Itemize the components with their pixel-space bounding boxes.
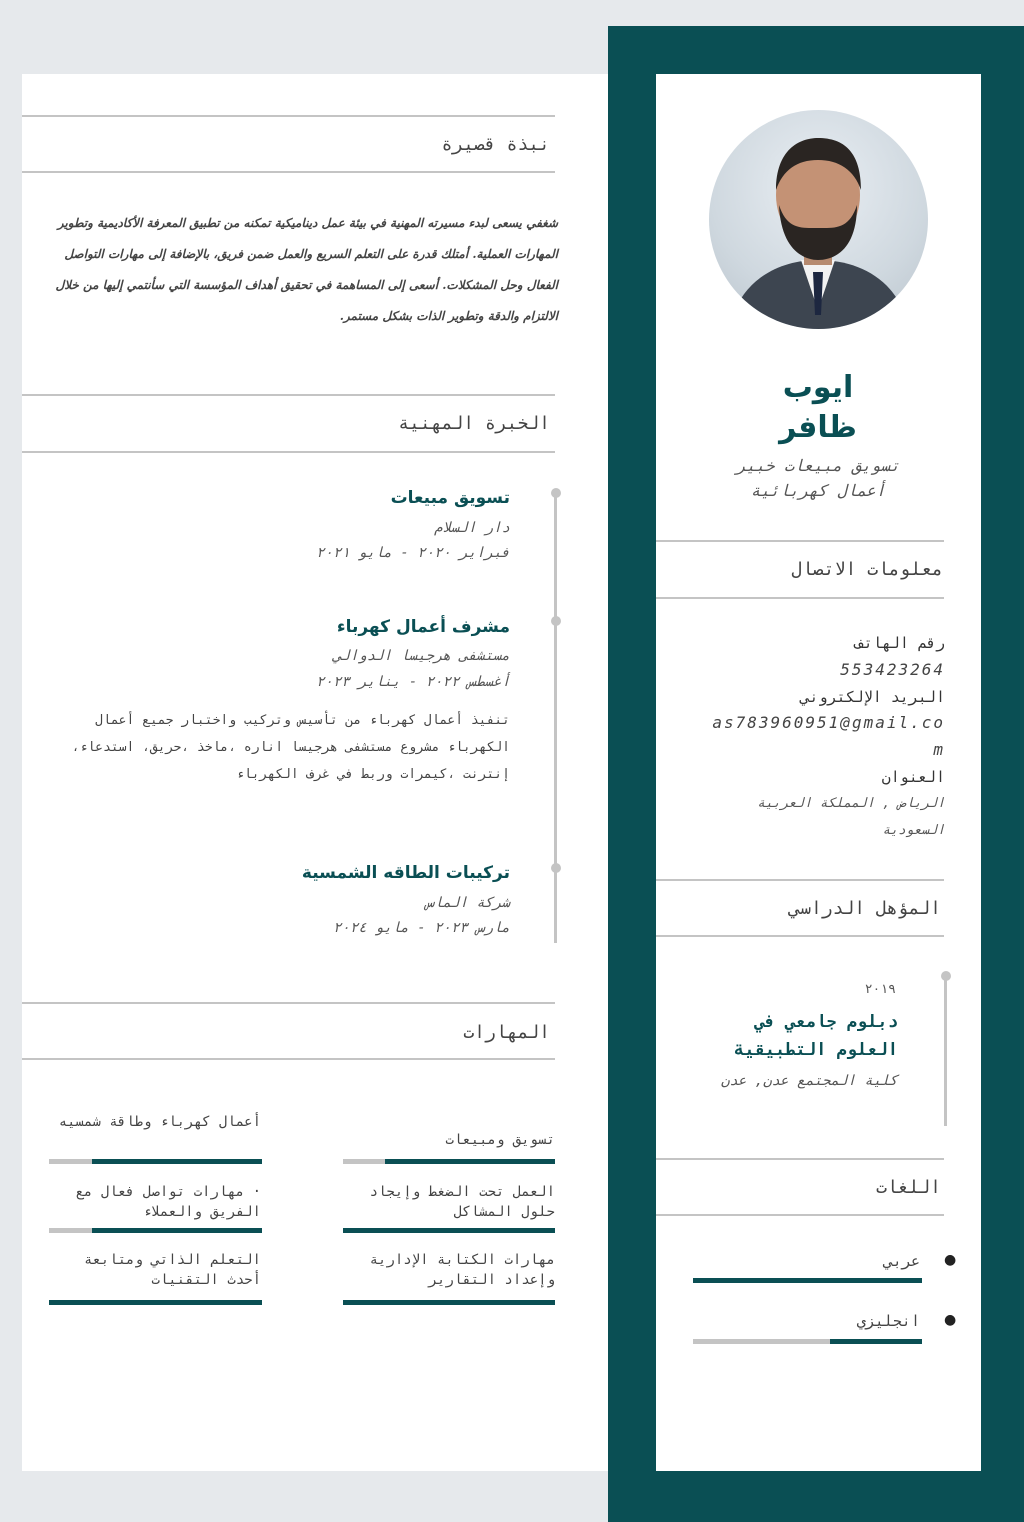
address-label: العنوان — [881, 768, 945, 786]
languages-rule-bottom — [656, 1214, 944, 1216]
profile-photo — [709, 110, 928, 329]
skill-label: أعمال كهرباء وطاقة شمسيه — [58, 1114, 261, 1130]
summary-rule-top — [22, 115, 555, 117]
contact-rule-top — [656, 540, 944, 542]
profile-job-line1: تسويق مبيعات خبير — [736, 456, 900, 475]
education-degree: دبلوم جامعي في العلوم التطبيقية — [734, 1012, 898, 1060]
skill-label: التعلم الذاتي ومتابعة أحدث التقنيات — [83, 1252, 261, 1288]
experience-section-title: الخبرة المهنية — [398, 413, 550, 434]
profile-last-name: ظافر — [779, 410, 857, 445]
contact-rule-bottom — [656, 597, 944, 599]
experience-dates: مارس ٢٠٢٣ - مايو ٢٠٢٤ — [332, 920, 510, 936]
skill-level-fill — [92, 1159, 262, 1164]
skill-label: · مهارات تواصل فعال مع الفريق والعملاء — [75, 1184, 261, 1220]
experience-description: تنفيذ أعمال كهرباء من تأسيس وتركيب واختبار جميع أعمال الكهرباء مشروع مستشفى هرجيسا اناره ،ماخذ ،حريق، استدعاء، إنترنت ،كيمرات وربط في غرف الكهرباء — [71, 713, 510, 782]
experience-timeline-dot — [551, 488, 561, 498]
phone-label: رقم الهاتف — [854, 634, 945, 652]
profile-first-name: ايوب — [782, 370, 854, 405]
skill-level-fill — [49, 1300, 262, 1305]
education-rule-bottom — [656, 935, 944, 937]
languages-section-title: اللغات — [875, 1177, 941, 1198]
education-timeline-dot — [941, 971, 951, 981]
language-level-bar — [693, 1339, 922, 1344]
experience-dates: فبراير ٢٠٢٠ - مايو ٢٠٢١ — [316, 545, 510, 561]
email-value-line2: m — [933, 740, 945, 759]
skill-label: العمل تحت الضغط وإيجاد حلول المشاكل — [369, 1184, 555, 1220]
experience-company: دار السلام — [434, 520, 510, 536]
email-label: البريد الإلكتروني — [800, 688, 945, 706]
skill-level-bar — [49, 1300, 262, 1305]
skill-level-bar — [343, 1228, 555, 1233]
skills-rule-top — [22, 1002, 555, 1004]
language-bullet-icon: ● — [944, 1312, 957, 1328]
experience-rule-top — [22, 394, 555, 396]
skill-level-bar — [49, 1159, 262, 1164]
experience-timeline-dot — [551, 616, 561, 626]
language-level-fill — [693, 1278, 922, 1283]
experience-timeline — [554, 493, 557, 943]
experience-title: مشرف أعمال كهرباء — [336, 617, 510, 637]
person-avatar-icon — [709, 110, 928, 329]
education-timeline — [944, 976, 947, 1126]
skill-level-bar — [343, 1300, 555, 1305]
summary-rule-bottom — [22, 171, 555, 173]
education-school: كلية المجتمع عدن, عدن — [720, 1073, 898, 1089]
skill-level-bar — [343, 1159, 555, 1164]
experience-rule-bottom — [22, 451, 555, 453]
skills-rule-bottom — [22, 1058, 555, 1060]
experience-company: شركة الماس — [425, 895, 510, 911]
profile-job-line2: أعمال كهربائية — [750, 481, 886, 500]
summary-section-title: نبذة قصيرة — [441, 134, 550, 155]
skill-label: مهارات الكتابة الإدارية وإعداد التقارير — [369, 1252, 555, 1288]
skill-label: تسويق ومبيعات — [445, 1132, 555, 1148]
language-bullet-icon: ● — [944, 1252, 957, 1268]
address-value: الرياض , المملكة العربية السعودية — [757, 796, 945, 838]
skill-level-fill — [343, 1300, 555, 1305]
skill-level-fill — [92, 1228, 262, 1233]
phone-value: 553423264 — [840, 660, 945, 679]
experience-company: مستشفى هرجيسا الدوالي — [332, 648, 510, 664]
skill-level-fill — [385, 1159, 555, 1164]
language-level-bar — [693, 1278, 922, 1283]
experience-timeline-dot — [551, 863, 561, 873]
contact-section-title: معلومات الاتصال — [791, 559, 943, 580]
experience-dates: أغسطس ٢٠٢٢ - يناير ٢٠٢٣ — [316, 674, 510, 690]
experience-title: تسويق مبيعات — [390, 488, 510, 508]
skills-section-title: المهارات — [463, 1022, 550, 1043]
skill-level-bar — [49, 1228, 262, 1233]
language-name: عربي — [883, 1252, 920, 1270]
summary-text: شغفي يسعى لبدء مسيرته المهنية في بيئة عمل ديناميكية تمكنه من تطبيق المعرفة الأكاديمية وتطوير المهارات العملية. أمتلك قدرة على التعلم السريع والعمل ضمن فريق، بالإضافة إلى مهارات التواصل الفعال وحل المشكلات. أسعى إلى المساهمة في تحقيق أهداف المؤسسة التي سأنتمي إليها من خلال الالتزام والدقة وتطوير الذات بشكل مستمر. — [55, 216, 558, 323]
language-level-fill — [830, 1339, 922, 1344]
language-name: انجليزي — [856, 1312, 920, 1330]
experience-title: تركيبات الطاقه الشمسية — [301, 863, 510, 883]
education-rule-top — [656, 879, 944, 881]
skill-level-fill — [343, 1228, 555, 1233]
email-value-line1: as783960951@gmail.co — [712, 713, 945, 732]
education-section-title: المؤهل الدراسي — [789, 898, 941, 919]
languages-rule-top — [656, 1158, 944, 1160]
education-year: ٢٠١٩ — [864, 982, 896, 997]
